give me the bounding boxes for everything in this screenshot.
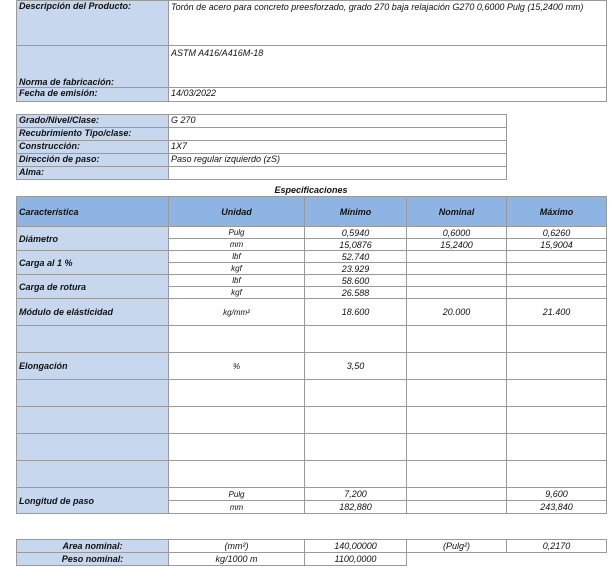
- fecha-value: 14/03/2022: [169, 88, 607, 102]
- nominal-table: [16, 539, 607, 566]
- empty-row-label: [17, 326, 169, 353]
- empty-cell: [407, 461, 507, 488]
- product-header-table: [16, 0, 607, 102]
- empty-cell: [169, 461, 305, 488]
- rotura-unit-kgf: kgf: [169, 287, 305, 299]
- peso-nominal-unit: kg/1000 m: [169, 553, 305, 566]
- peso-nominal-value: 1100,0000: [305, 553, 407, 566]
- longitud-max-mm: 243,840: [507, 501, 607, 514]
- header-caracteristica: Característica: [17, 197, 169, 227]
- carga1-label: Carga al 1 %: [17, 251, 169, 275]
- modulo-min: 18.600: [305, 299, 407, 326]
- modulo-max: 21.400: [507, 299, 607, 326]
- direccion-value: Paso regular izquierdo (zS): [169, 154, 507, 167]
- recubrimiento-value: [169, 128, 507, 141]
- diametro-unit-pulg: Pulg: [169, 227, 305, 239]
- empty-cell: [305, 380, 407, 407]
- empty-cell: [507, 380, 607, 407]
- elongacion-min: 3,50: [305, 353, 407, 380]
- header-maximo: Máximo: [507, 197, 607, 227]
- empty-cell: [407, 326, 507, 353]
- alma-label: Alma:: [17, 167, 169, 180]
- elongacion-unit: %: [169, 353, 305, 380]
- empty-cell: [507, 326, 607, 353]
- area-nominal-value: 140,00000: [305, 540, 407, 553]
- carga1-min-lbf: 52.740: [305, 251, 407, 263]
- rotura-max-lbf: [507, 275, 607, 287]
- carga1-nom-kgf: [407, 263, 507, 275]
- empty-cell: [407, 434, 507, 461]
- empty-cell: [507, 434, 607, 461]
- direccion-label: Dirección de paso:: [17, 154, 169, 167]
- specs-title: Especificaciones: [274, 185, 348, 195]
- empty-row-label: [17, 407, 169, 434]
- specs-table: [16, 196, 607, 514]
- empty-cell: [169, 407, 305, 434]
- peso-nominal-label: Peso nominal:: [17, 553, 169, 566]
- empty-cell: [407, 553, 507, 566]
- longitud-min-mm: 182,880: [305, 501, 407, 514]
- diametro-label: Diámetro: [17, 227, 169, 251]
- header-minimo: Mínimo: [305, 197, 407, 227]
- longitud-min-pulg: 7,200: [305, 488, 407, 501]
- empty-row-label: [17, 461, 169, 488]
- alma-value: [169, 167, 507, 180]
- empty-cell: [407, 353, 507, 380]
- empty-cell: [169, 380, 305, 407]
- empty-cell: [169, 434, 305, 461]
- empty-cell: [407, 407, 507, 434]
- rotura-max-kgf: [507, 287, 607, 299]
- norma-label: Norma de fabricación:: [17, 46, 169, 88]
- carga1-unit-kgf: kgf: [169, 263, 305, 275]
- producto-value: Torón de acero para concreto preesforzado, grado 270 baja relajación G270 0,6000 Pulg (15,2400 mm): [169, 1, 607, 46]
- rotura-min-lbf: 58.600: [305, 275, 407, 287]
- empty-cell: [507, 407, 607, 434]
- carga1-min-kgf: 23.929: [305, 263, 407, 275]
- modulo-unit: kg/mm²: [169, 299, 305, 326]
- carga1-nom-lbf: [407, 251, 507, 263]
- rotura-label: Carga de rotura: [17, 275, 169, 299]
- carga1-max-lbf: [507, 251, 607, 263]
- empty-cell: [305, 407, 407, 434]
- carga1-max-kgf: [507, 263, 607, 275]
- empty-cell: [507, 553, 607, 566]
- header-nominal: Nominal: [407, 197, 507, 227]
- diametro-max-mm: 15,9004: [507, 239, 607, 251]
- empty-row-label: [17, 380, 169, 407]
- diametro-min-mm: 15,0876: [305, 239, 407, 251]
- rotura-min-kgf: 26.588: [305, 287, 407, 299]
- area-nominal-label: Area nominal:: [17, 540, 169, 553]
- construccion-label: Construcción:: [17, 141, 169, 154]
- fecha-label: Fecha de emisión:: [17, 88, 169, 102]
- rotura-nom-lbf: [407, 275, 507, 287]
- longitud-unit-mm: mm: [169, 501, 305, 514]
- empty-cell: [305, 461, 407, 488]
- header-unidad: Unidad: [169, 197, 305, 227]
- diametro-min-pulg: 0,5940: [305, 227, 407, 239]
- empty-cell: [407, 501, 507, 514]
- grado-label: Grado/Nivel/Clase:: [17, 115, 169, 128]
- empty-cell: [507, 353, 607, 380]
- empty-cell: [305, 326, 407, 353]
- recubrimiento-label: Recubrimiento Tipo/clase:: [17, 128, 169, 141]
- empty-cell: [507, 461, 607, 488]
- empty-row-label: [17, 434, 169, 461]
- empty-cell: [305, 434, 407, 461]
- grade-table: [16, 114, 507, 180]
- longitud-max-pulg: 9,600: [507, 488, 607, 501]
- diametro-nom-pulg: 0,6000: [407, 227, 507, 239]
- carga1-unit-lbf: lbf: [169, 251, 305, 263]
- norma-value: ASTM A416/A416M-18: [169, 46, 607, 88]
- diametro-max-pulg: 0,6260: [507, 227, 607, 239]
- modulo-label: Módulo de elásticidad: [17, 299, 169, 326]
- diametro-unit-mm: mm: [169, 239, 305, 251]
- construccion-value: 1X7: [169, 141, 507, 154]
- empty-cell: [407, 488, 507, 501]
- elongacion-label: Elongación: [17, 353, 169, 380]
- producto-label: Descripción del Producto:: [17, 1, 169, 46]
- area-nominal-unit: (mm²): [169, 540, 305, 553]
- empty-cell: [169, 326, 305, 353]
- rotura-unit-lbf: lbf: [169, 275, 305, 287]
- longitud-label: Longitud de paso: [17, 488, 169, 514]
- rotura-nom-kgf: [407, 287, 507, 299]
- empty-cell: [407, 380, 507, 407]
- grado-value: G 270: [169, 115, 507, 128]
- longitud-unit-pulg: Pulg: [169, 488, 305, 501]
- diametro-nom-mm: 15,2400: [407, 239, 507, 251]
- area-nominal-unit2: (Pulg²): [407, 540, 507, 553]
- modulo-nom: 20.000: [407, 299, 507, 326]
- area-nominal-value2: 0,2170: [507, 540, 607, 553]
